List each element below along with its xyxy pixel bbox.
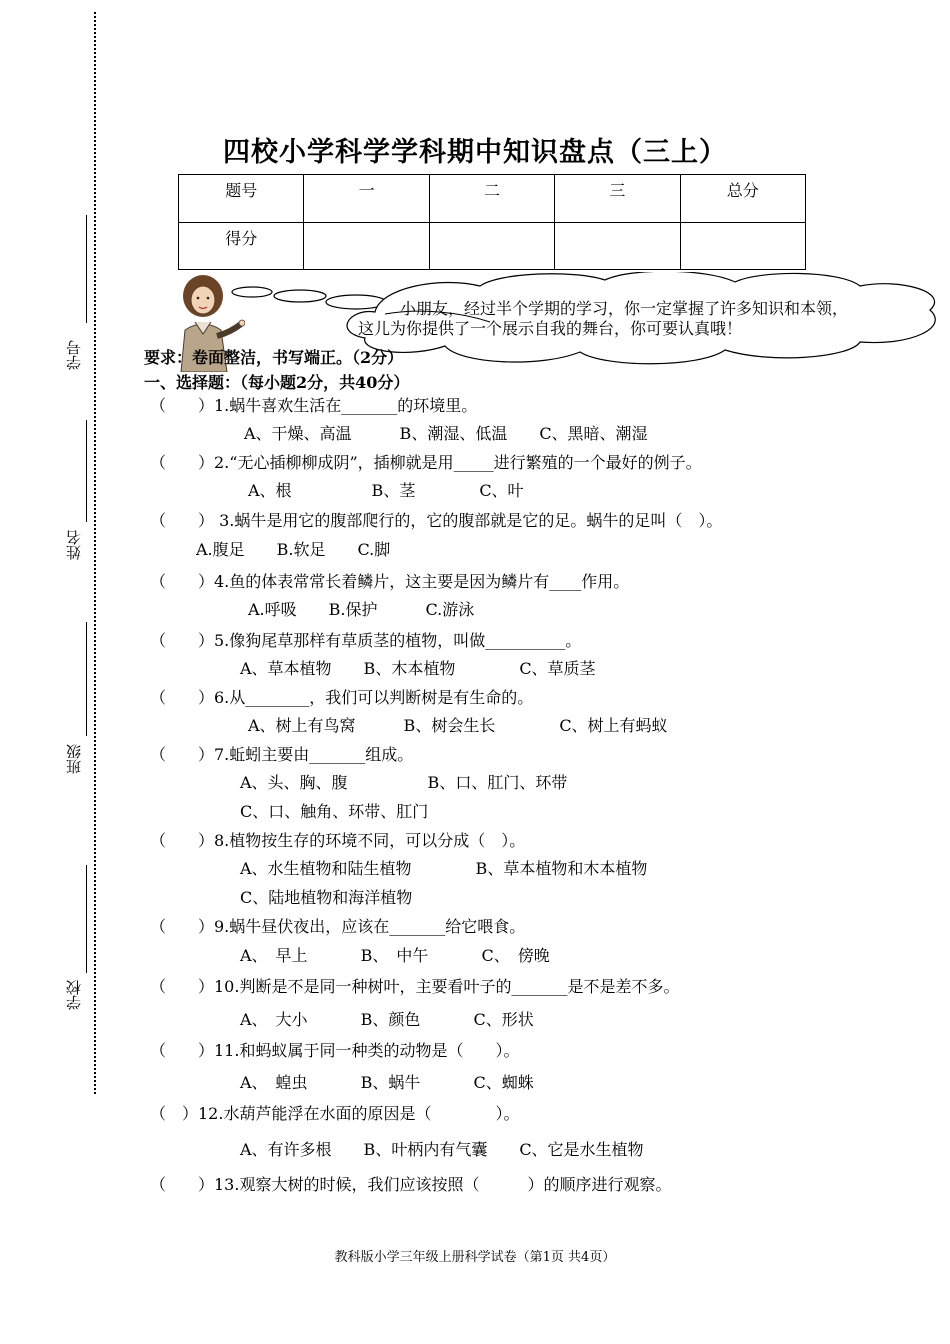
section-heading: 一、选择题：（每小题2分，共40分） [144,373,410,392]
question-4: （ ）4.鱼的体表常常长着鳞片，这主要是因为鳞片有____作用。 [150,572,630,591]
score-table-header: 二 [429,175,554,223]
question-1-options: A、干燥、高温 B、潮湿、低温 C、黑暗、潮湿 [244,424,648,443]
speech-text-line2: 这儿为你提供了一个展示自我的舞台，你可要认真哦！ [358,319,743,338]
score-table-score-row [179,222,806,270]
question-8: （ ）8.植物按生存的环境不同，可以分成（ ）。 [150,831,526,850]
score-row-label: 得分 [179,222,304,270]
question-10: （ ）10.判断是不是同一种树叶，主要看叶子的_______是不是差不多。 [150,977,680,996]
question-4-options: A.呼吸 B.保护 C.游泳 [248,600,475,619]
page-title: 四校小学科学学科期中知识盘点（三上） [223,137,727,168]
question-6: （ ）6.从________，我们可以判断树是有生命的。 [150,688,534,707]
score-table-header: 一 [304,175,429,223]
question-9: （ ）9.蜗牛昼伏夜出，应该在_______给它喂食。 [150,917,526,936]
student-name-line [86,420,87,522]
question-8-options: A、水生植物和陆生植物 B、草本植物和木本植物 [240,859,648,878]
score-cell[interactable] [680,222,805,270]
score-cell[interactable] [304,222,429,270]
question-10-options: A、 大小 B、颜色 C、形状 [240,1010,534,1029]
score-cell[interactable] [555,222,680,270]
class-field[interactable] [62,622,102,774]
question-12-options: A、有许多根 B、叶柄内有气囊 C、它是水生植物 [240,1140,644,1159]
class-line [86,622,87,736]
school-label: 学校 [65,980,83,1010]
question-3: （ ） 3.蜗牛是用它的腹部爬行的，它的腹部就是它的足。蜗牛的足叫（ ）。 [150,511,723,530]
score-table-header: 三 [555,175,680,223]
score-table-header: 题号 [179,175,304,223]
question-11-options: A、 蝗虫 B、蜗牛 C、蜘蛛 [240,1073,534,1092]
student-name-label: 姓名 [65,530,83,560]
score-table-header: 总分 [680,175,805,223]
class-label: 班级 [65,744,83,774]
student-id-field[interactable] [62,215,102,370]
school-line [86,865,87,973]
school-field[interactable] [62,865,102,1010]
student-id-line [86,215,87,323]
page-footer: 教科版小学三年级上册科学试卷（第1页 共4页） [334,1250,616,1265]
question-9-options: A、 早上 B、 中午 C、 傍晚 [240,946,550,965]
speech-text-line1: 小朋友，经过半个学期的学习，你一定掌握了许多知识和本领， [400,299,849,318]
question-3-options: A.腹足 B.软足 C.脚 [196,540,391,559]
question-2: （ ）2.“无心插柳柳成阴”，插柳就是用_____进行繁殖的一个最好的例子。 [150,453,702,472]
question-8-options-2: C、陆地植物和海洋植物 [240,888,413,907]
score-table [178,174,806,270]
question-12: （ ）12.水葫芦能浮在水面的原因是（ ）。 [150,1104,520,1123]
student-name-field[interactable] [62,420,102,560]
score-table-header-row [179,175,806,223]
question-5-options: A、草本植物 B、木本植物 C、草质茎 [240,659,596,678]
question-1: （ ）1.蜗牛喜欢生活在_______的环境里。 [150,396,478,415]
requirement-note: 要求：卷面整洁，书写端正。（2分） [144,348,404,367]
score-cell[interactable] [429,222,554,270]
question-6-options: A、树上有鸟窝 B、树会生长 C、树上有蚂蚁 [248,716,668,735]
question-7: （ ）7.蚯蚓主要由_______组成。 [150,745,414,764]
question-2-options: A、根 B、茎 C、叶 [248,481,524,500]
question-7-options-2: C、口、触角、环带、肛门 [240,802,429,821]
question-5: （ ）5.像狗尾草那样有草质茎的植物，叫做__________。 [150,631,582,650]
question-13: （ ）13.观察大树的时候，我们应该按照（ ）的顺序进行观察。 [150,1175,672,1194]
question-7-options: A、头、胸、腹 B、口、肛门、环带 [240,773,568,792]
question-11: （ ）11.和蚂蚁属于同一种类的动物是（ ）。 [150,1041,520,1060]
student-id-label: 学号 [65,340,83,370]
